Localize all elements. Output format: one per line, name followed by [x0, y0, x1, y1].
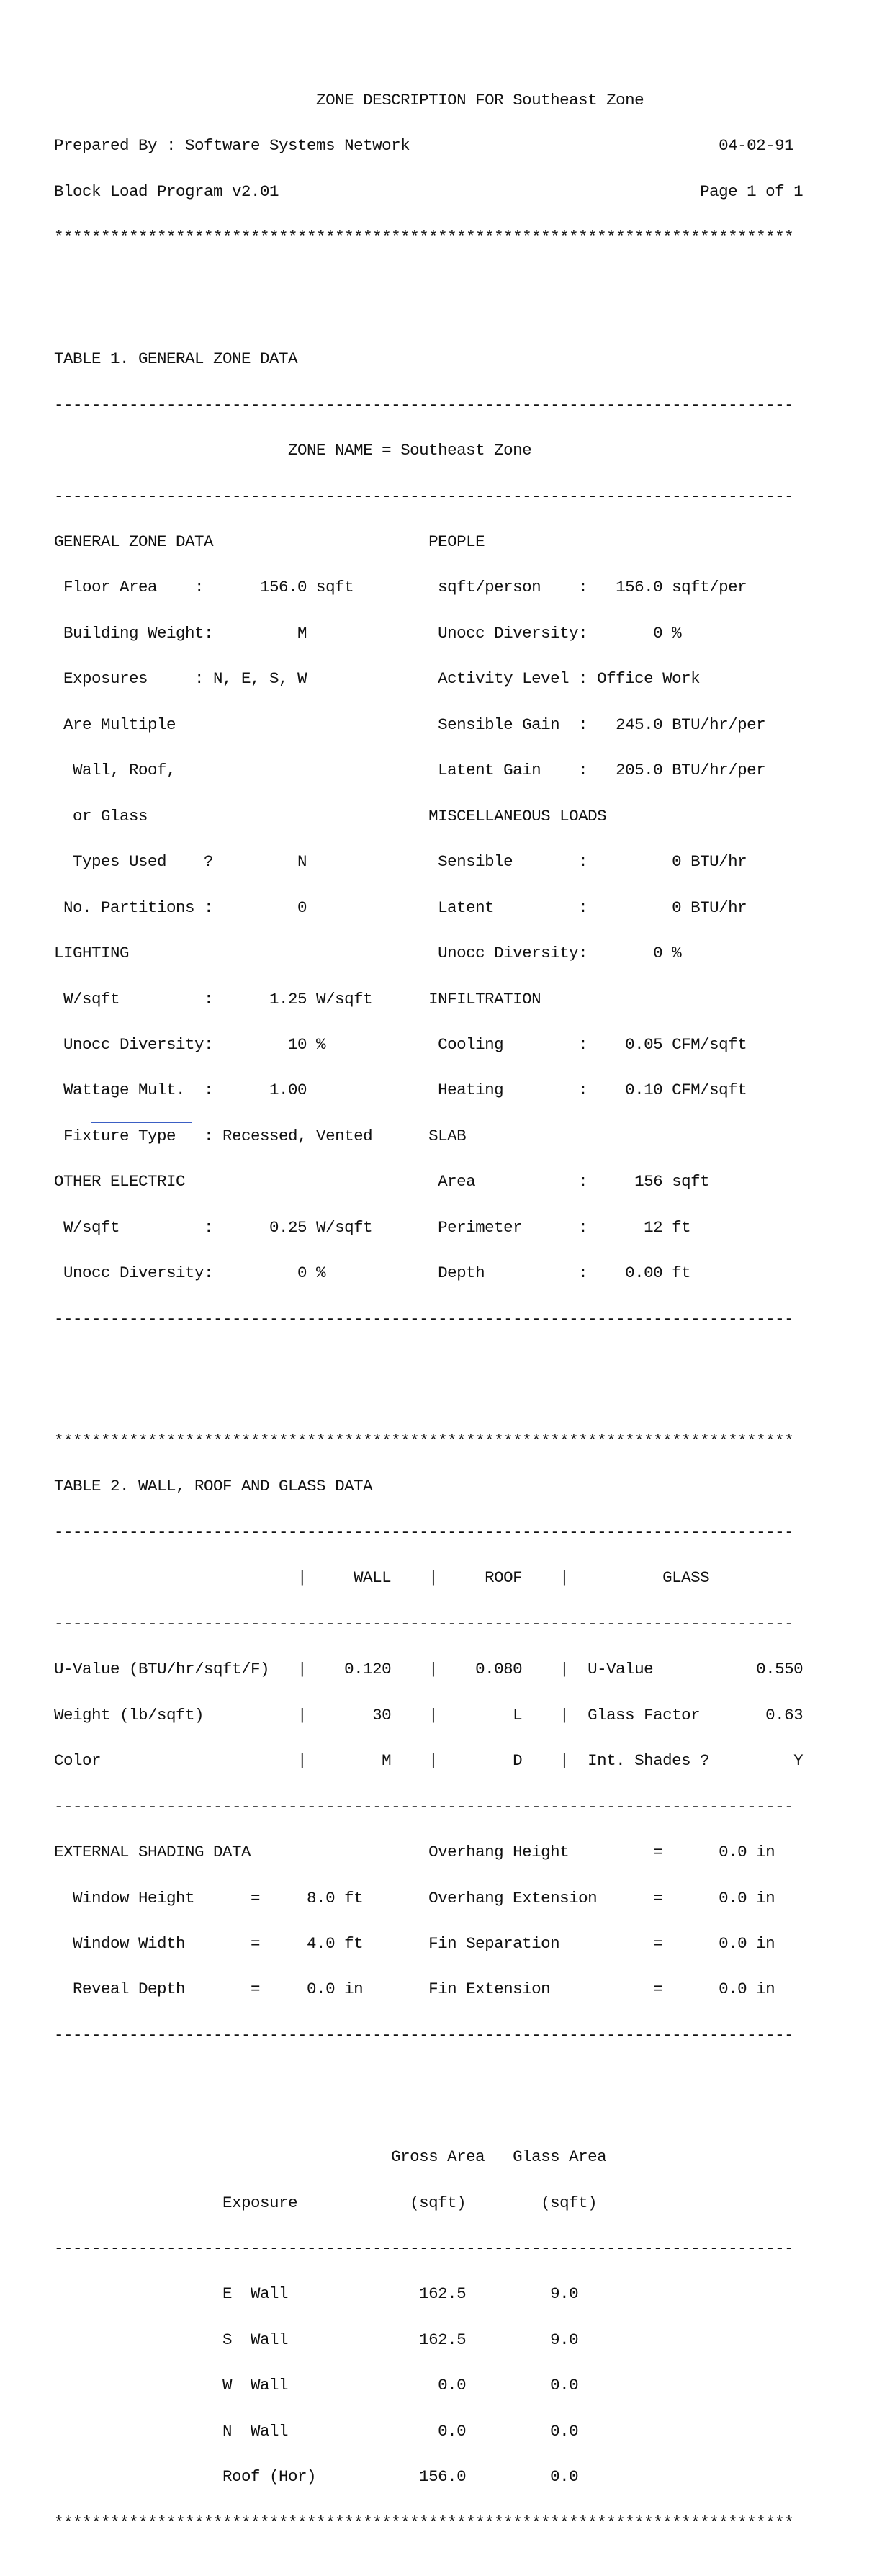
lighting-diversity-row: Unocc Diversity: 10 % Cooling : 0.05 CFM/sqft [54, 1035, 747, 1055]
other-electric-wsqft-row: W/sqft : 0.25 W/sqft Perimeter : 12 ft [54, 1217, 691, 1237]
multiple-types-row: Wall, Roof, Latent Gain : 205.0 BTU/hr/per [54, 761, 766, 780]
shading-heading-row: EXTERNAL SHADING DATA Overhang Height = 0.0 in [54, 1843, 775, 1862]
exposure-row-w-wall: W Wall 0.0 0.0 [54, 2376, 579, 2395]
exposure-row-roof: Roof (Hor) 156.0 0.0 [54, 2467, 579, 2487]
partitions-row: No. Partitions : 0 Latent : 0 BTU/hr [54, 898, 747, 917]
fixture-type-row: Fixture Type : Recessed, Vented SLAB [54, 1126, 467, 1145]
wattage-mult-row: Wattage Mult. : 1.00 Heating : 0.10 CFM/sqft [54, 1081, 747, 1100]
dash-divider: ------------------------------------------------------------------------------- [54, 1797, 794, 1816]
lighting-heading-row: LIGHTING Unocc Diversity: 0 % [54, 944, 682, 963]
other-electric-diversity-row: Unocc Diversity: 0 % Depth : 0.00 ft [54, 1264, 691, 1283]
column-header-row: | WALL | ROOF | GLASS [54, 1568, 710, 1588]
exposure-row-n-wall: N Wall 0.0 0.0 [54, 2421, 579, 2441]
table-2-title: TABLE 2. WALL, ROOF AND GLASS DATA [54, 1477, 373, 1496]
exposure-row-s-wall: S Wall 162.5 9.0 [54, 2330, 579, 2349]
building-weight-row: Building Weight: M Unocc Diversity: 0 % [54, 623, 682, 643]
dash-divider: ------------------------------------------------------------------------------- [54, 486, 794, 506]
report-title-line: ZONE DESCRIPTION FOR Southeast Zone [54, 90, 644, 109]
area-header-row: Exposure (sqft) (sqft) [54, 2193, 598, 2212]
reveal-depth-row: Reveal Depth = 0.0 in Fin Extension = 0.0 in [54, 1980, 775, 1999]
asterisk-divider: ******************************************************************************* [54, 2513, 794, 2532]
exposure-row-e-wall: E Wall 162.5 9.0 [54, 2284, 579, 2304]
dash-divider: ------------------------------------------------------------------------------- [54, 1614, 794, 1633]
u-value-row: U-Value (BTU/hr/sqft/F) | 0.120 | 0.080 | U-Value 0.550 [54, 1660, 804, 1679]
table-1-general-zone-data [54, 321, 803, 1357]
dash-divider: ------------------------------------------------------------------------------- [54, 1309, 794, 1328]
dash-divider: ------------------------------------------------------------------------------- [54, 2025, 794, 2044]
dash-divider: ------------------------------------------------------------------------------- [54, 2239, 794, 2258]
exposure-area-table [54, 2119, 803, 2561]
multiple-types-row: or Glass MISCELLANEOUS LOADS [54, 806, 607, 826]
floor-area-row: Floor Area : 156.0 sqft sqft/person : 156.0 sqft/per [54, 578, 747, 597]
dash-divider: ------------------------------------------------------------------------------- [54, 1522, 794, 1542]
program-page-line: Block Load Program v2.01 Page 1 of 1 [54, 182, 804, 201]
section-headings-line: GENERAL ZONE DATA PEOPLE [54, 532, 485, 552]
area-header-row: Gross Area Glass Area [54, 2147, 607, 2167]
footer-rule [91, 1122, 192, 1123]
asterisk-divider: ******************************************************************************* [54, 227, 794, 246]
asterisk-divider: ******************************************************************************* [54, 1431, 794, 1450]
lighting-wsqft-row: W/sqft : 1.25 W/sqft INFILTRATION [54, 989, 541, 1009]
weight-row: Weight (lb/sqft) | 30 | L | Glass Factor 0.63 [54, 1705, 804, 1725]
window-height-row: Window Height = 8.0 ft Overhang Extension = 0.0 in [54, 1888, 775, 1908]
color-row: Color | M | D | Int. Shades ? Y [54, 1751, 804, 1771]
types-used-row: Types Used ? N Sensible : 0 BTU/hr [54, 852, 747, 872]
table-2-wall-roof-glass-data [54, 1403, 803, 2074]
multiple-types-row: Are Multiple Sensible Gain : 245.0 BTU/hr/per [54, 715, 766, 734]
window-width-row: Window Width = 4.0 ft Fin Separation = 0.0 in [54, 1933, 775, 1953]
report-header [54, 62, 803, 275]
zone-name-line: ZONE NAME = Southeast Zone [54, 441, 532, 460]
dash-divider: ------------------------------------------------------------------------------- [54, 395, 794, 414]
other-electric-row: OTHER ELECTRIC Area : 156 sqft [54, 1172, 710, 1191]
prepared-by-line: Prepared By : Software Systems Network 04-02-91 [54, 136, 794, 156]
exposures-row: Exposures : N, E, S, W Activity Level : Office Work [54, 669, 701, 689]
table-1-title: TABLE 1. GENERAL ZONE DATA [54, 349, 298, 369]
report-printout [54, 32, 803, 2576]
